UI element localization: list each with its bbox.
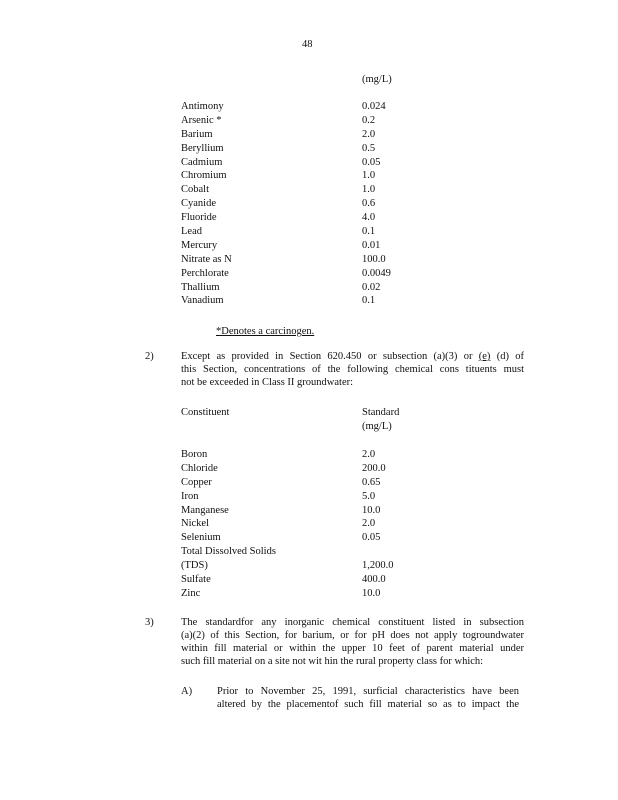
constituent-value: 0.02 — [362, 281, 381, 293]
item3-line-4: such fill material on a site not wit hin the rural property class for which: — [181, 656, 484, 667]
constituent-value: 200.0 — [362, 462, 386, 474]
constituent-name: Thallium — [181, 281, 220, 293]
constituent-value: 10.0 — [362, 504, 381, 516]
constituent-name: Iron — [181, 490, 199, 502]
constituent-value: 0.05 — [362, 532, 381, 544]
constituent-value: 0.024 — [362, 101, 386, 112]
item3-line-3: within fill material or within the upper 10 feet of parent material under — [181, 643, 524, 654]
carcinogen-footnote: *Denotes a carcinogen. — [216, 326, 315, 337]
constituent-name: Beryllium — [181, 142, 224, 154]
constituent-name: Boron — [181, 449, 208, 460]
item2-line-1: Except as provided in Section 620.450 or subsection (a)(3) or (e) (d) of — [181, 351, 524, 362]
table2-col2-header: Standard — [362, 407, 400, 418]
constituent-name: Cyanide — [181, 198, 216, 210]
itemA-paragraph — [217, 685, 519, 711]
table2-col1-header: Constituent — [181, 407, 230, 418]
constituent-value: 5.0 — [362, 490, 376, 502]
constituent-name: Zinc — [181, 587, 201, 599]
constituent-name: Fluoride — [181, 212, 217, 224]
constituent-value: 2.0 — [362, 449, 376, 460]
constituent-value: 4.0 — [362, 212, 376, 224]
item3-line-1: The standardfor any inorganic chemical constituent listed in subsection — [181, 617, 524, 628]
constituent-name: Vanadium — [181, 295, 224, 307]
constituent-name: Perchlorate — [181, 267, 229, 279]
constituent-name: Chloride — [181, 462, 218, 474]
constituent-value: 10.0 — [362, 587, 381, 599]
constituent-name: Arsenic * — [181, 114, 222, 126]
constituent-value: 2.0 — [362, 518, 376, 530]
constituent-name: Mercury — [181, 239, 218, 251]
constituent-name: Cadmium — [181, 156, 223, 168]
page-number: 48 — [302, 39, 313, 50]
itemA-line-1: Prior to November 25, 1991, surficial characteristics have been — [217, 686, 519, 697]
itemA-number: A) — [181, 686, 193, 697]
constituent-name: Cobalt — [181, 184, 209, 196]
constituent-value: 0.0049 — [362, 267, 391, 279]
item3-line-2: (a)(2) of this Section, for barium, or for pH does not apply togroundwater — [181, 630, 524, 641]
table2-col2-unit: (mg/L) — [362, 421, 392, 432]
constituent-name: Antimony — [181, 101, 224, 112]
item2-line-3: not be exceeded in Class II groundwater: — [181, 377, 354, 388]
constituent-value: 0.1 — [362, 226, 376, 238]
constituent-value: 0.6 — [362, 198, 376, 210]
constituent-value: 0.1 — [362, 295, 376, 307]
constituent-name: Manganese — [181, 504, 229, 516]
constituent-value: 2.0 — [362, 128, 376, 140]
constituent-value: 0.05 — [362, 156, 381, 168]
constituent-value: 0.65 — [362, 476, 381, 488]
struck-reference: (e) — [478, 351, 491, 362]
item2-paragraph — [181, 350, 524, 389]
item3-number: 3) — [145, 617, 154, 628]
constituent-value: 1.0 — [362, 184, 376, 196]
item3-paragraph — [181, 616, 524, 668]
constituent-value: 100.0 — [362, 253, 386, 265]
constituent-value: 1.0 — [362, 170, 376, 182]
constituent-name: Total Dissolved Solids — [181, 546, 276, 558]
constituent-name: Selenium — [181, 532, 221, 544]
constituent-name: Lead — [181, 226, 202, 238]
constituent-name: Nitrate as N — [181, 253, 232, 265]
constituent-name: Barium — [181, 128, 213, 140]
constituent-name: Copper — [181, 476, 212, 488]
constituent-value: 0.5 — [362, 142, 376, 154]
constituent-value: 0.01 — [362, 239, 381, 251]
itemA-line-2: altered by the placementof such fill material so as to impact the — [217, 699, 519, 710]
constituent-value: 1,200.0 — [362, 560, 394, 572]
constituent-value: 400.0 — [362, 574, 386, 586]
table1-unit-header: (mg/L) — [362, 74, 392, 85]
constituent-name: Nickel — [181, 518, 209, 530]
constituent-value: 0.2 — [362, 114, 376, 126]
item2-line-2: this Section, concentrations of the following chemical cons tituents must — [181, 364, 524, 375]
item2-number: 2) — [145, 351, 154, 362]
constituent-name: Sulfate — [181, 574, 211, 586]
constituent-name: Chromium — [181, 170, 227, 182]
constituent-name: (TDS) — [181, 560, 208, 572]
